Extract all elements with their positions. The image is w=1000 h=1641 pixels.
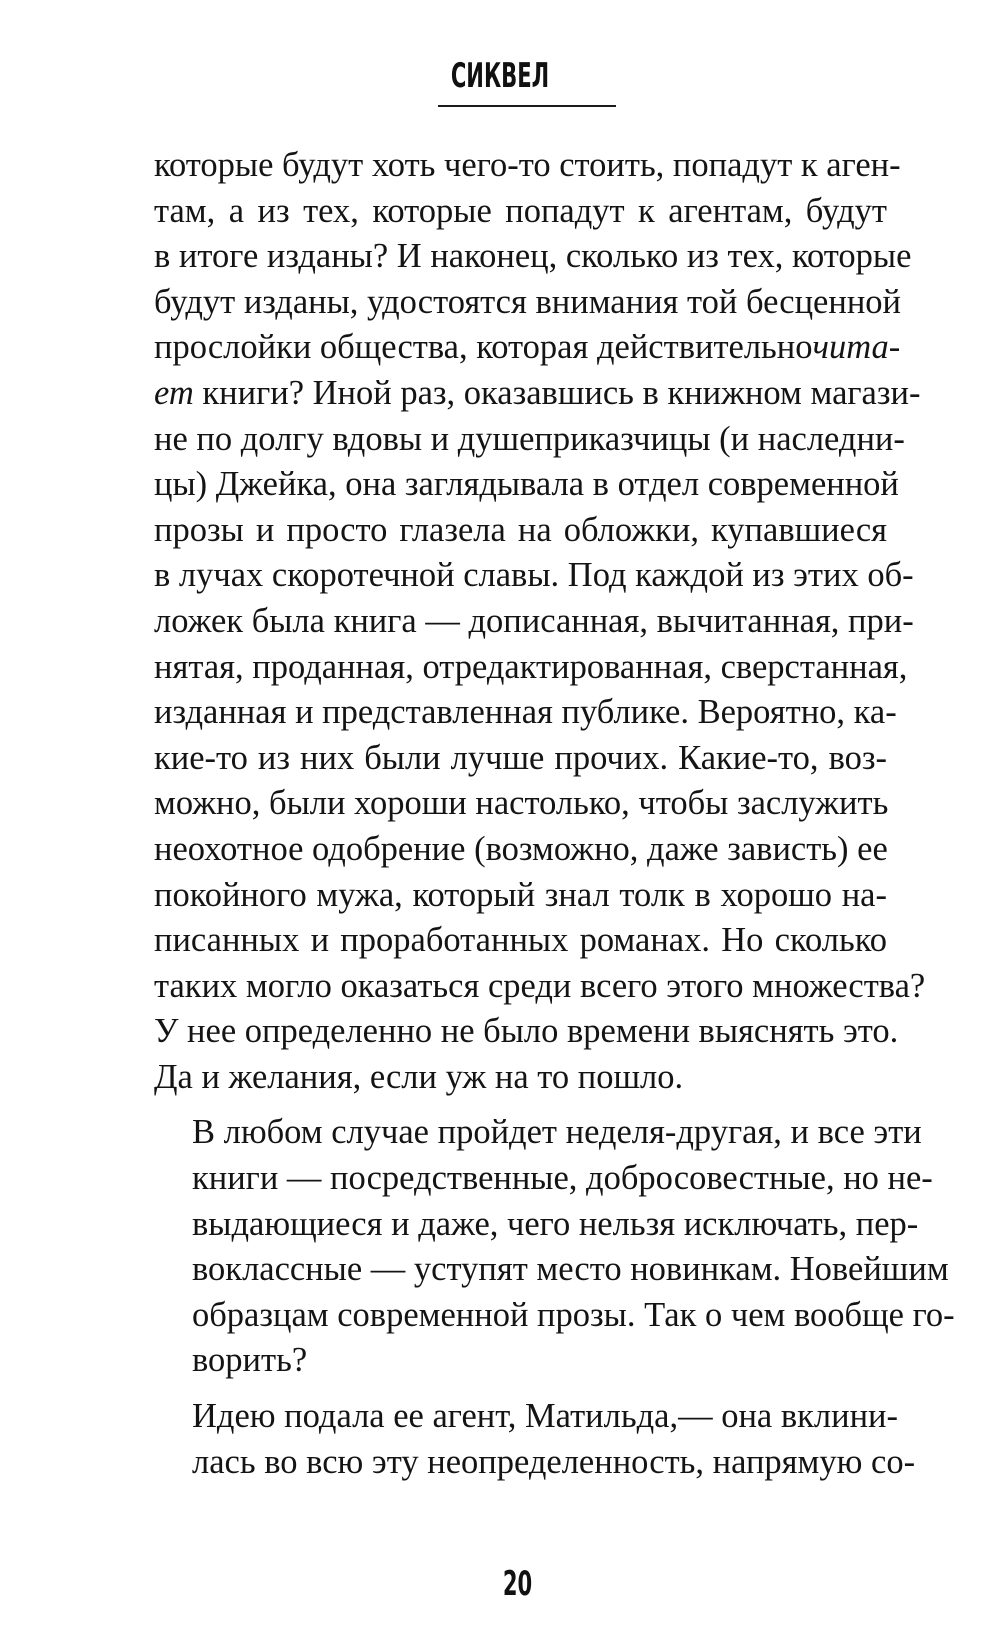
italic-word-end: ет bbox=[154, 373, 194, 412]
text-line-segment: книги? Иной раз, оказавшись в книжном магази- bbox=[193, 373, 921, 412]
text-line: можно, были хороши настолько, чтобы заслужить bbox=[154, 784, 889, 823]
text-line bbox=[154, 325, 901, 371]
text-line: писанных и проработанных романах. Но сколько bbox=[154, 921, 887, 960]
text-line: там, а из тех, которые попадут к агентам, будут bbox=[154, 191, 887, 230]
text-line: которые будут хоть чего-то стоить, попадут к аген- bbox=[154, 146, 901, 184]
text-line: воклассные — уступят место новинкам. Новейшим bbox=[192, 1250, 949, 1289]
text-line: лась во всю эту неопределенность, напрямую со- bbox=[192, 1442, 916, 1481]
text-line: не по долгу вдовы и душеприказчицы (и наследни- bbox=[154, 419, 905, 458]
text-line: выдающиеся и даже, чего нельзя исключать, пер- bbox=[192, 1204, 919, 1243]
text-line: в итоге изданы? И наконец, сколько из тех, которые bbox=[154, 237, 912, 276]
text-line: Да и желания, если уж на то пошло. bbox=[154, 1057, 684, 1096]
text-line: прозы и просто глазела на обложки, купавшиеся bbox=[154, 510, 887, 549]
page-number: 20 bbox=[502, 1564, 533, 1604]
paragraph-3 bbox=[154, 1394, 916, 1485]
paragraph-1 bbox=[154, 143, 926, 1100]
text-line: таких могло оказаться среди всего этого множества? bbox=[154, 966, 926, 1005]
text-line-segment: прослойки общества, которая действительно bbox=[154, 328, 813, 367]
text-line: цы) Джейка, она заглядывала в отдел современной bbox=[154, 465, 899, 504]
text-line: ворить? bbox=[192, 1341, 308, 1380]
italic-word: чита- bbox=[812, 328, 901, 367]
text-line bbox=[154, 371, 921, 417]
text-line: в лучах скоротечной славы. Под каждой из этих об- bbox=[154, 556, 914, 595]
running-head: СИКВЕЛ bbox=[450, 56, 550, 96]
text-line: кие-то из них были лучше прочих. Какие-то, воз- bbox=[154, 738, 887, 777]
text-line: В любом случае пройдет неделя-другая, и все эти bbox=[192, 1113, 922, 1152]
text-line: нятая, проданная, отредактированная, сверстанная, bbox=[154, 647, 908, 686]
text-line: ложек была книга — дописанная, вычитанная, при- bbox=[154, 601, 914, 640]
text-line: будут изданы, удостоятся внимания той бесценной bbox=[154, 282, 901, 321]
text-line: изданная и представленная публике. Вероятно, ка- bbox=[154, 693, 897, 732]
running-head-rule bbox=[438, 105, 616, 107]
text-line: неохотное одобрение (возможно, даже зависть) ее bbox=[154, 829, 888, 868]
text-line: покойного мужа, который знал толк в хорошо на- bbox=[154, 875, 887, 914]
text-line: образцам современной прозы. Так о чем вообще го- bbox=[192, 1295, 955, 1334]
paragraph-2 bbox=[154, 1110, 955, 1384]
text-line: У нее определенно не было времени выяснять это. bbox=[154, 1012, 899, 1051]
body-text bbox=[154, 143, 955, 1485]
text-line: Идею подала ее агент, Матильда,— она вклини- bbox=[192, 1397, 898, 1436]
text-line: книги — посредственные, добросовестные, но не- bbox=[192, 1159, 933, 1198]
